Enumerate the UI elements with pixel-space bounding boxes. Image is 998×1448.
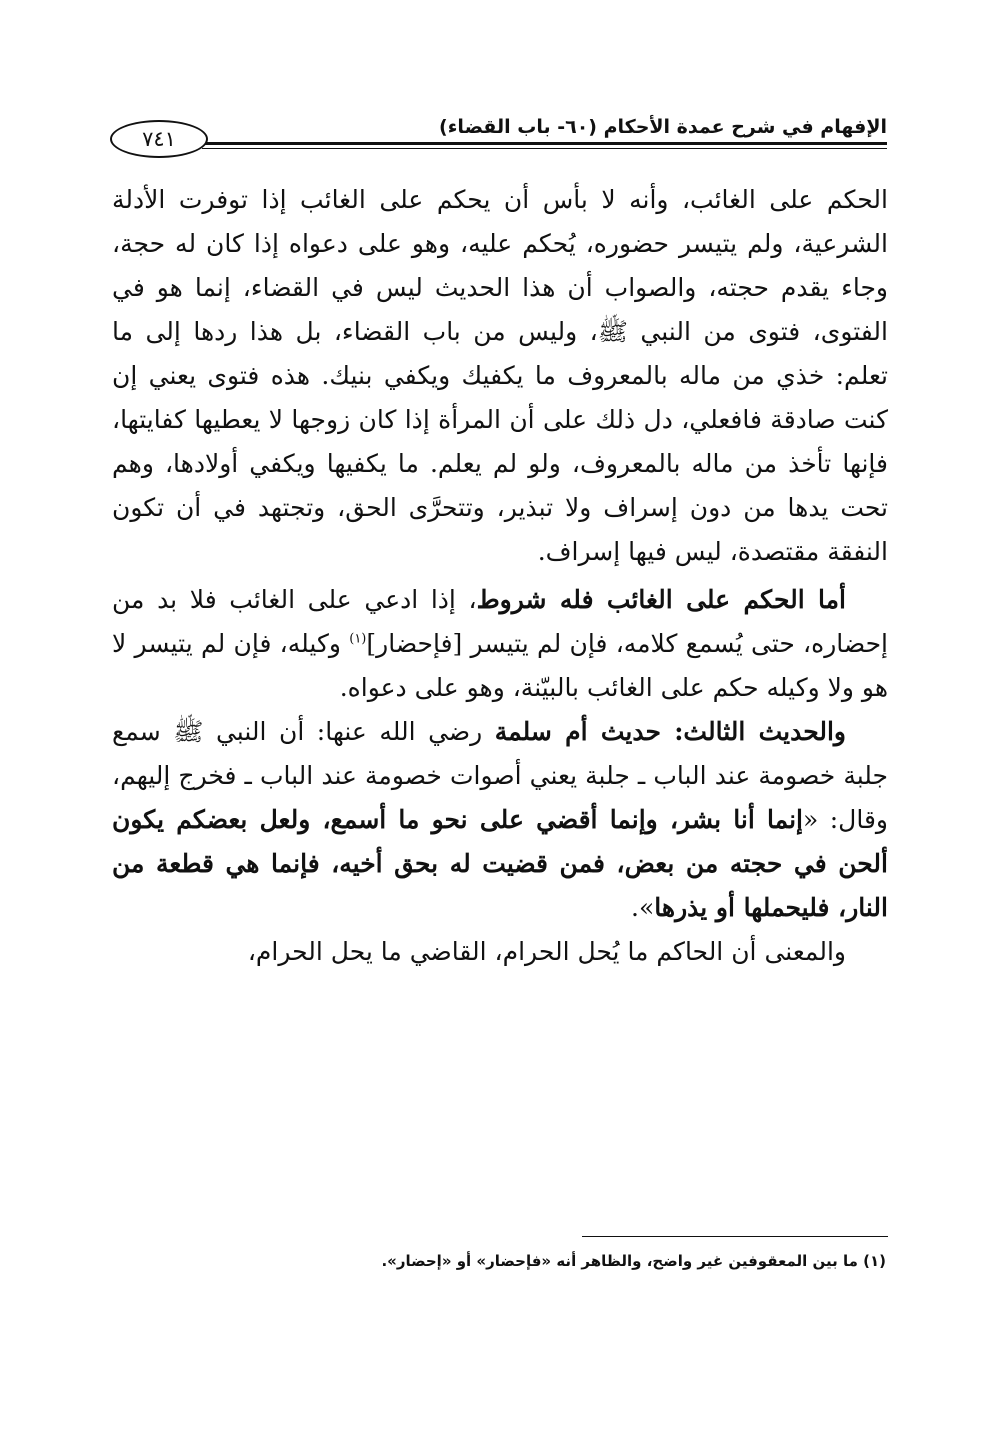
paragraph-3-heading: والحديث الثالث: حديث أم سلمة bbox=[494, 717, 846, 746]
main-text bbox=[112, 178, 888, 974]
page-number-badge: ٧٤١ bbox=[110, 120, 208, 158]
paragraph-3-text: رضي الله عنها: أن النبي ﷺ سمع جلبة خصومة عند الباب ـ جلبة يعني أصوات خصومة عند الباب ـ فخرج إليهم، وقال: « bbox=[112, 717, 888, 834]
paragraph-3 bbox=[112, 710, 888, 930]
page-header bbox=[110, 112, 887, 162]
paragraph-4: والمعنى أن الحاكم ما يُحل الحرام، القاضي ما يحل الحرام، bbox=[247, 937, 846, 966]
paragraph-2-text-b: وكيله، فإن لم يتيسر لا هو ولا وكيله حكم على الغائب بالبيّنة، وهو على دعواه. bbox=[112, 629, 888, 702]
paragraph-2-heading: أما الحكم على الغائب فله شروط bbox=[476, 585, 846, 614]
running-title: الإفهام في شرح عمدة الأحكام (٦٠- باب القضاء) bbox=[439, 116, 887, 138]
header-rule-thick bbox=[202, 142, 887, 145]
paragraph-3-end: ». bbox=[631, 893, 655, 922]
hadith-quote: إنما أنا بشر، وإنما أقضي على نحو ما أسمع، ولعل بعضكم يكون ألحن في حجته من بعض، فمن قضيت له بحق أخيه، فإنما هي قطعة من النار، فليحملها أو يذرها bbox=[112, 805, 888, 922]
footnote-marker: (١) bbox=[349, 631, 367, 647]
paragraph-1: الحكم على الغائب، وأنه لا بأس أن يحكم على الغائب إذا توفرت الأدلة الشرعية، ولم يتيسر حضوره، يُحكم عليه، وهو على دعواه إذا كان له حجة، وجاء يقدم حجته، والصواب أن هذا الحديث ليس في القضاء، إنما هو في الفتوى، فتوى من النبي ﷺ، وليس من باب القضاء، بل هذا ردها إلى ما تعلم: خذي من ماله بالمعروف ما يكفيك ويكفي بنيك. هذه فتوى يعني إن كنت صادقة فافعلي، دل ذلك على أن المرأة إذا كان زوجها لا يعطيها كفايتها، فإنها تأخذ من ماله بالمعروف، ولو لم يعلم. ما يكفيها ويكفي أولادها، وهم تحت يدها من دون إسراف ولا تبذير، وتتحرَّى الحق، وتجتهد في أن تكون النفقة مقتصدة، ليس فيها إسراف. bbox=[112, 185, 888, 566]
header-rule-thin bbox=[202, 148, 887, 149]
footnote-separator bbox=[582, 1236, 888, 1237]
footnote: (١) ما بين المعقوفين غير واضح، والظاهر أنه «فإحضار» أو «إحضار». bbox=[381, 1252, 886, 1270]
paragraph-2 bbox=[112, 578, 888, 710]
paragraph-2-text-a: ، إذا ادعي على الغائب فلا بد من إحضاره، حتى يُسمع كلامه، فإن لم يتيسر [فإحضار] bbox=[112, 585, 888, 658]
